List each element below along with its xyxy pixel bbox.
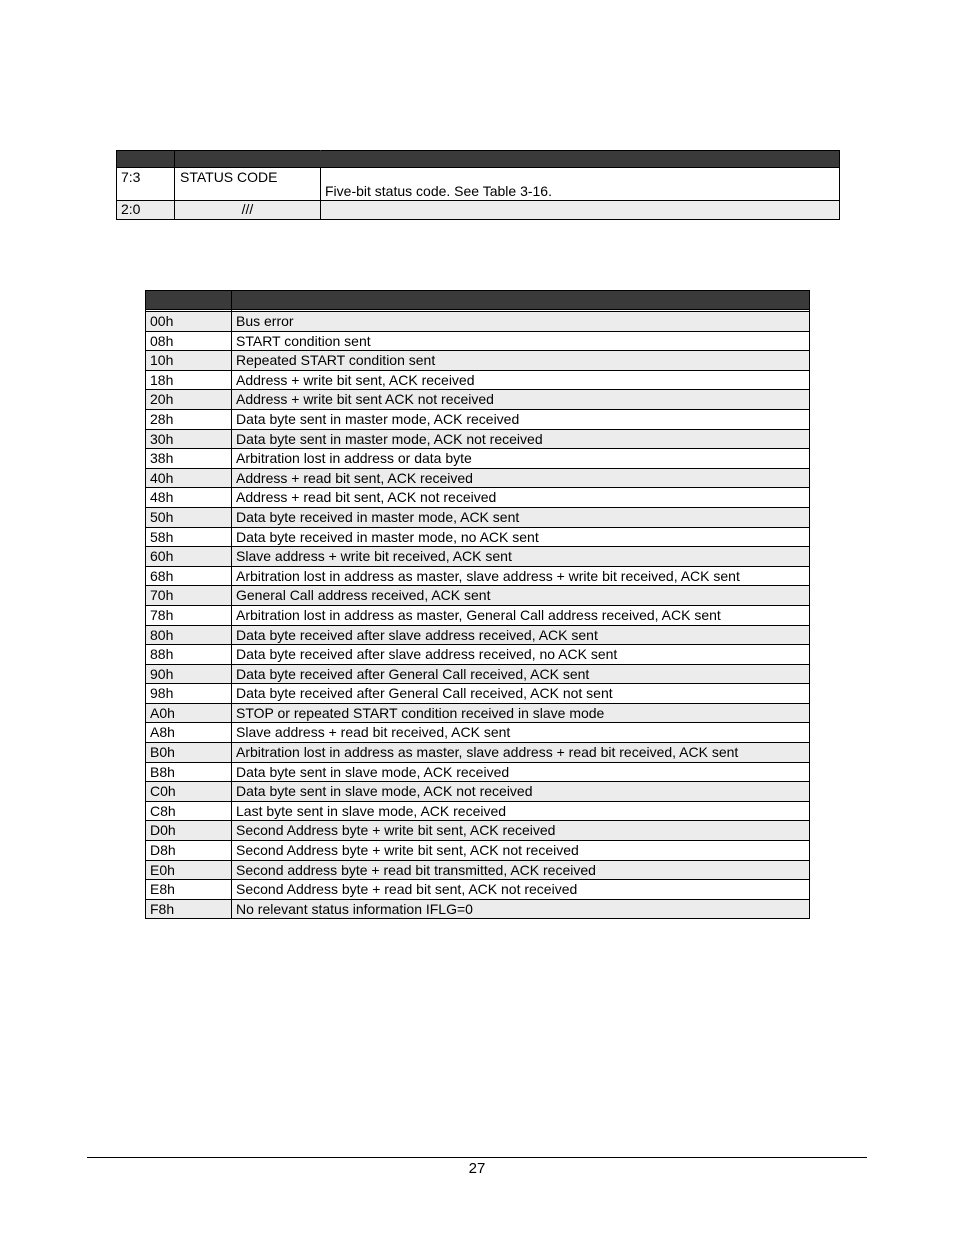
- status-row: [146, 488, 810, 508]
- header-cell: [321, 151, 840, 168]
- header-cell: [146, 291, 232, 310]
- status-row: [146, 723, 810, 743]
- register-row: [117, 168, 840, 201]
- status-code: 80h: [146, 625, 232, 645]
- status-code: B0h: [146, 743, 232, 763]
- status-code: D0h: [146, 821, 232, 841]
- status-description: Data byte sent in master mode, ACK not received: [232, 429, 810, 449]
- register-field-table: [116, 150, 840, 220]
- register-field-name: ///: [175, 201, 321, 220]
- status-code: 90h: [146, 664, 232, 684]
- status-description: No relevant status information IFLG=0: [232, 899, 810, 919]
- status-code: 18h: [146, 370, 232, 390]
- status-table-body: [146, 310, 810, 919]
- status-row: [146, 841, 810, 861]
- status-description: Arbitration lost in address or data byte: [232, 449, 810, 469]
- register-table-header: [117, 151, 840, 168]
- status-description: Data byte sent in slave mode, ACK received: [232, 762, 810, 782]
- status-code: 88h: [146, 645, 232, 665]
- register-field-name: STATUS CODE: [175, 168, 321, 201]
- status-row: [146, 801, 810, 821]
- status-code: 20h: [146, 390, 232, 410]
- status-code: 98h: [146, 684, 232, 704]
- status-code: A0h: [146, 703, 232, 723]
- status-code: C0h: [146, 782, 232, 802]
- status-code: 68h: [146, 566, 232, 586]
- status-code: 78h: [146, 605, 232, 625]
- status-row: [146, 312, 810, 332]
- status-row: [146, 351, 810, 371]
- status-description: START condition sent: [232, 331, 810, 351]
- status-row: [146, 684, 810, 704]
- status-code: 38h: [146, 449, 232, 469]
- register-bits: 7:3: [117, 168, 175, 201]
- status-description: General Call address received, ACK sent: [232, 586, 810, 606]
- status-description: Address + write bit sent, ACK received: [232, 370, 810, 390]
- status-description: Slave address + write bit received, ACK sent: [232, 547, 810, 567]
- status-code: 30h: [146, 429, 232, 449]
- status-row: [146, 664, 810, 684]
- status-description: Data byte received after General Call received, ACK not sent: [232, 684, 810, 704]
- status-code: E8h: [146, 880, 232, 900]
- status-description: Second Address byte + write bit sent, ACK received: [232, 821, 810, 841]
- status-description: Slave address + read bit received, ACK sent: [232, 723, 810, 743]
- header-cell: [232, 291, 810, 310]
- status-row: [146, 390, 810, 410]
- status-code: 50h: [146, 507, 232, 527]
- status-row: [146, 605, 810, 625]
- status-row: [146, 449, 810, 469]
- status-row: [146, 743, 810, 763]
- status-code: C8h: [146, 801, 232, 821]
- status-code: 70h: [146, 586, 232, 606]
- status-row: [146, 429, 810, 449]
- status-row: [146, 762, 810, 782]
- status-description: Data byte sent in slave mode, ACK not received: [232, 782, 810, 802]
- header-cell: [117, 151, 175, 168]
- status-code: 60h: [146, 547, 232, 567]
- status-row: [146, 468, 810, 488]
- status-description: Repeated START condition sent: [232, 351, 810, 371]
- status-description: Data byte received after slave address received, no ACK sent: [232, 645, 810, 665]
- status-row: [146, 547, 810, 567]
- status-row: [146, 566, 810, 586]
- status-code: B8h: [146, 762, 232, 782]
- register-field-description: Five-bit status code. See Table 3-16.: [321, 168, 840, 201]
- page-number: 27: [468, 1160, 486, 1177]
- status-row: [146, 899, 810, 919]
- status-row: [146, 645, 810, 665]
- status-description: Second Address byte + read bit sent, ACK not received: [232, 880, 810, 900]
- header-cell: [175, 151, 321, 168]
- status-code-table: [145, 290, 810, 919]
- status-description: Second Address byte + write bit sent, ACK not received: [232, 841, 810, 861]
- status-description: Address + write bit sent ACK not received: [232, 390, 810, 410]
- status-description: Data byte received after General Call received, ACK sent: [232, 664, 810, 684]
- status-code: 48h: [146, 488, 232, 508]
- status-row: [146, 409, 810, 429]
- status-code: 00h: [146, 312, 232, 332]
- register-bits: 2:0: [117, 201, 175, 220]
- status-code: 10h: [146, 351, 232, 371]
- status-row: [146, 880, 810, 900]
- status-description: Data byte received after slave address received, ACK sent: [232, 625, 810, 645]
- status-row: [146, 782, 810, 802]
- status-description: Data byte sent in master mode, ACK received: [232, 409, 810, 429]
- status-code: F8h: [146, 899, 232, 919]
- status-code: 40h: [146, 468, 232, 488]
- status-description: Bus error: [232, 312, 810, 332]
- footer-divider: [87, 1157, 867, 1158]
- status-description: Arbitration lost in address as master, slave address + read bit received, ACK sent: [232, 743, 810, 763]
- status-description: Arbitration lost in address as master, General Call address received, ACK sent: [232, 605, 810, 625]
- status-row: [146, 527, 810, 547]
- status-description: Data byte received in master mode, no ACK sent: [232, 527, 810, 547]
- status-description: STOP or repeated START condition received in slave mode: [232, 703, 810, 723]
- status-description: Address + read bit sent, ACK not received: [232, 488, 810, 508]
- status-code: 28h: [146, 409, 232, 429]
- status-code: A8h: [146, 723, 232, 743]
- status-row: [146, 331, 810, 351]
- status-description: Last byte sent in slave mode, ACK received: [232, 801, 810, 821]
- status-table-header: [146, 291, 810, 310]
- status-row: [146, 507, 810, 527]
- status-row: [146, 703, 810, 723]
- register-row: [117, 201, 840, 220]
- status-row: [146, 625, 810, 645]
- status-code: 08h: [146, 331, 232, 351]
- status-row: [146, 586, 810, 606]
- status-code: D8h: [146, 841, 232, 861]
- status-row: [146, 370, 810, 390]
- status-row: [146, 821, 810, 841]
- status-row: [146, 860, 810, 880]
- status-description: Second address byte + read bit transmitted, ACK received: [232, 860, 810, 880]
- status-description: Arbitration lost in address as master, slave address + write bit received, ACK sent: [232, 566, 810, 586]
- status-code: E0h: [146, 860, 232, 880]
- status-code: 58h: [146, 527, 232, 547]
- status-description: Data byte received in master mode, ACK sent: [232, 507, 810, 527]
- status-description: Address + read bit sent, ACK received: [232, 468, 810, 488]
- register-field-description: [321, 201, 840, 220]
